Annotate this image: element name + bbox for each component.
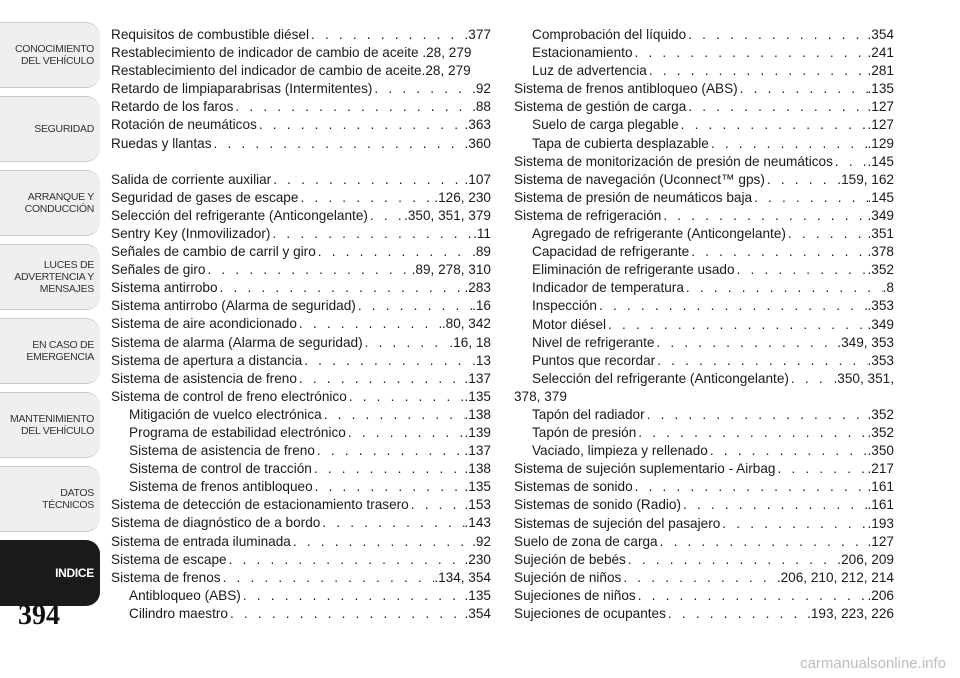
- index-entry-pages: .193, 223, 226: [807, 606, 894, 621]
- index-entry: [514, 533, 894, 551]
- index-entry: [514, 406, 894, 424]
- index-entry-title: Señales de cambio de carril y giro: [111, 244, 316, 260]
- index-entry-pages: .143: [464, 515, 491, 531]
- dot-leader: [227, 551, 465, 569]
- chapter-tabs: [0, 0, 100, 662]
- index-entry: [514, 225, 894, 243]
- index-entry-title: Sujeción de bebés: [514, 551, 626, 567]
- index-entry: [111, 352, 491, 370]
- index-entry: [111, 26, 491, 44]
- index-entry-pages: .377: [464, 27, 491, 42]
- index-entry-title: Sistema de monitorización de presión de neumáticos: [514, 153, 833, 169]
- index-entry-title: Sistemas de sonido (Radio): [514, 497, 681, 513]
- index-entry-pages: .92: [472, 533, 491, 549]
- index-entry-title: Selección del refrigerante (Anticongelante): [111, 207, 368, 223]
- index-entry-title: Sujeción de niños: [514, 569, 622, 585]
- index-entry: [111, 44, 491, 62]
- index-entry-pages: .139: [464, 424, 491, 440]
- index-entry: [514, 424, 894, 442]
- dot-leader: [271, 171, 464, 189]
- dot-leader: [320, 514, 464, 532]
- tab-conocimiento-del-vehiculo[interactable]: [0, 22, 100, 88]
- index-entry: [514, 62, 894, 80]
- index-entry-title: Sistema de frenos antibloqueo (ABS): [514, 81, 738, 97]
- dot-leader: [309, 26, 465, 44]
- index-entry: [111, 605, 491, 623]
- dot-leader: [709, 135, 868, 153]
- tab-label: LUCES DE ADVERTENCIA Y MENSAJES: [14, 259, 94, 295]
- dot-leader: [313, 478, 465, 496]
- index-entry: [514, 116, 894, 134]
- dot-leader: [241, 587, 465, 605]
- tab-label: SEGURIDAD: [34, 123, 94, 135]
- dot-leader: [302, 352, 472, 370]
- index-entry-pages: .349, 353: [837, 334, 894, 350]
- tab-mantenimiento-del-vehiculo[interactable]: [0, 392, 100, 458]
- index-entry-pages: .145: [867, 153, 894, 169]
- index-entry-pages: .241: [867, 45, 894, 61]
- index-entry-pages: .11: [473, 225, 491, 241]
- index-entry-title: Sistemas de sonido: [514, 479, 633, 495]
- index-entry: [111, 225, 491, 243]
- dot-leader: [257, 116, 465, 134]
- index-entry-pages: .161: [867, 497, 894, 513]
- dot-leader: [666, 605, 807, 623]
- index-entry: [111, 62, 491, 80]
- tab-indice[interactable]: [0, 540, 100, 606]
- index-entry-pages: .352: [867, 262, 894, 278]
- index-entry-title: Sistema de aire acondicionado: [111, 316, 297, 332]
- index-entry-title: Salida de corriente auxiliar: [111, 171, 272, 187]
- index-entry: [111, 569, 491, 587]
- index-entry-title: Sujeciones de ocupantes: [514, 606, 666, 621]
- index-entry-title: Sistema de diagnóstico de a bordo: [111, 515, 321, 531]
- index-entry: [514, 442, 894, 460]
- index-entry-title: Tapa de cubierta desplazable: [532, 135, 709, 151]
- tab-label: CONOCIMIENTO DEL VEHÍCULO: [14, 43, 94, 67]
- index-entry-pages: .16, 18: [449, 334, 491, 350]
- index-entry-title: Antibloqueo (ABS): [129, 587, 241, 603]
- dot-leader: [218, 279, 465, 297]
- index-entry-title: Sistema de asistencia de freno: [111, 370, 297, 386]
- dot-leader: [633, 478, 868, 496]
- index-entry: [514, 135, 894, 153]
- dot-leader: [752, 189, 868, 207]
- index-entry-pages: .352: [867, 425, 894, 441]
- index-entry-title: Motor diésel: [532, 316, 607, 332]
- index-entry-title: Sistema antirrobo (Alarma de seguridad): [111, 298, 356, 314]
- index-entry: [111, 207, 491, 225]
- index-entry: [111, 334, 491, 352]
- dot-leader: [372, 80, 472, 98]
- index-entry-title: Retardo de los faros: [111, 99, 234, 115]
- index-entry-title: Sistema de escape: [111, 551, 227, 567]
- index-entry-pages: .137: [464, 443, 491, 459]
- index-entry: [111, 189, 491, 207]
- index-entry-title: Restablecimiento del indicador de cambio de aceite.28, 279: [111, 63, 471, 79]
- index-entry-title: Rotación de neumáticos: [111, 117, 257, 133]
- index-entry: [111, 424, 491, 442]
- index-entry-pages: .354: [464, 605, 491, 621]
- dot-leader: [621, 569, 777, 587]
- index-entry-pages: .350, 351, 379: [404, 207, 491, 223]
- index-entry-pages: .363: [464, 117, 491, 133]
- tab-label: MANTENIMIENTO DEL VEHÍCULO: [10, 413, 94, 437]
- index-entry-title: Ruedas y llantas: [111, 135, 212, 151]
- index-entry-title: Sistema de refrigeración: [514, 207, 662, 223]
- index-entry-title: Cilindro maestro: [129, 605, 228, 621]
- index-entry-title: Capacidad de refrigerante: [532, 244, 690, 260]
- index-entry-pages: .217: [867, 461, 894, 477]
- index-entry-title: Sistema de frenos antibloqueo: [129, 479, 313, 495]
- index-entry-title: Sistema de sujeción suplementario - Airbag: [514, 461, 776, 477]
- dot-leader: [833, 153, 868, 171]
- index-entry: [111, 171, 491, 189]
- index-entry: [111, 533, 491, 551]
- index-column-left: [111, 26, 491, 623]
- dot-leader: [765, 171, 837, 189]
- index-entry-pages: .135: [464, 587, 491, 603]
- index-entry-title: Sistema de asistencia de freno: [129, 443, 315, 459]
- index-entry: [514, 171, 894, 189]
- index-entry-title: Sistema de control de tracción: [129, 461, 312, 477]
- index-entry-title: Requisitos de combustible diésel: [111, 27, 309, 42]
- index-entry-pages: .378: [867, 244, 894, 260]
- index-entry: [514, 80, 894, 98]
- index-entry-pages: .80, 342: [441, 316, 491, 332]
- index-entry-title: Sistema de alarma (Alarma de seguridad): [111, 334, 363, 350]
- dot-leader: [658, 533, 868, 551]
- index-entry-pages: .353: [867, 352, 894, 368]
- index-entry: [514, 316, 894, 334]
- dot-leader: [645, 406, 868, 424]
- index-entry-title: Tapón de presión: [532, 425, 637, 441]
- index-entry-title: Tapón del radiador: [532, 406, 645, 422]
- dot-leader: [312, 460, 465, 478]
- index-entry: [514, 26, 894, 44]
- index-entry: [111, 279, 491, 297]
- dot-leader: [686, 26, 867, 44]
- dot-leader: [346, 424, 465, 442]
- index-entry-title: Comprobación del líquido: [532, 27, 687, 42]
- index-entry: [514, 98, 894, 116]
- index-entry-pages: .161: [867, 479, 894, 495]
- dot-leader: [686, 98, 867, 116]
- index-entry: [111, 135, 491, 153]
- index-entry-title: Programa de estabilidad electrónico: [129, 424, 346, 440]
- index-entry-pages: .13: [472, 352, 491, 368]
- index-entry-pages: .349: [867, 207, 894, 223]
- index-entry: [514, 279, 894, 297]
- dot-leader: [636, 587, 868, 605]
- index-entry-title: Estacionamiento: [532, 45, 633, 61]
- dot-leader: [775, 460, 867, 478]
- index-entry: [514, 153, 894, 171]
- index-entry-title: Sistema de entrada iluminada: [111, 533, 291, 549]
- index-entry-title: Agregado de refrigerante (Anticongelante): [532, 226, 786, 242]
- index-entry-pages: .145: [867, 189, 894, 205]
- dot-leader: [735, 261, 868, 279]
- index-entry: [111, 514, 491, 532]
- index-entry: [514, 243, 894, 261]
- index-entry-pages: .353: [867, 298, 894, 314]
- index-entry-title: Sistema de apertura a distancia: [111, 352, 303, 368]
- dot-leader: [356, 297, 472, 315]
- dot-leader: [298, 189, 434, 207]
- dot-leader: [322, 406, 465, 424]
- index-entry: [514, 334, 894, 352]
- index-entry-title: Suelo de carga plegable: [532, 117, 679, 133]
- index-entry: [514, 587, 894, 605]
- dot-leader: [297, 315, 442, 333]
- index-entry-title: Sistema de frenos: [111, 569, 221, 585]
- index-column-right: [514, 26, 894, 623]
- index-entry-title: Sistema de navegación (Uconnect™ gps): [514, 171, 765, 187]
- index-entry-pages: .206: [867, 587, 894, 603]
- index-entry-title: 378, 379: [514, 388, 567, 404]
- index-entry-title: Sistema antirrobo: [111, 280, 218, 296]
- index-entry: [514, 551, 894, 569]
- dot-leader: [606, 316, 867, 334]
- tab-label: INDICE: [55, 566, 94, 580]
- dot-leader: [205, 261, 411, 279]
- index-entry-pages: .193: [867, 515, 894, 531]
- index-entry: [111, 478, 491, 496]
- dot-leader: [681, 496, 868, 514]
- index-entry-pages: .135: [464, 388, 491, 404]
- index-entry: [111, 116, 491, 134]
- index-entry-title: Inspección: [532, 298, 597, 314]
- index-entry: [111, 460, 491, 478]
- index-entry-title: Eliminación de refrigerante usado: [532, 262, 735, 278]
- index-entry-title: Vaciado, limpieza y rellenado: [532, 443, 708, 459]
- dot-leader: [363, 334, 450, 352]
- index-entry-pages: .89, 278, 310: [411, 262, 491, 278]
- index-entry: [514, 496, 894, 514]
- index-entry-pages: .153: [464, 497, 491, 513]
- index-entry-title: Mitigación de vuelco electrónica: [129, 406, 322, 422]
- index-entry-pages: .360: [464, 135, 491, 151]
- index-entry-pages: .350, 351,: [833, 370, 894, 386]
- dot-leader: [636, 424, 867, 442]
- dot-leader: [368, 207, 404, 225]
- index-entry-pages: .8: [882, 280, 894, 296]
- index-entry-pages: .138: [464, 461, 491, 477]
- index-entry: [514, 352, 894, 370]
- dot-leader: [647, 62, 868, 80]
- dot-leader: [597, 297, 868, 315]
- index-entry: [514, 370, 894, 388]
- watermark: carmanualsonline.info: [800, 655, 946, 672]
- index-entry-pages: .281: [867, 63, 894, 79]
- index-entry-pages: .283: [464, 280, 491, 296]
- dot-leader: [291, 533, 472, 551]
- index-entry: [111, 406, 491, 424]
- dot-leader: [233, 98, 472, 116]
- tab-arranque-y-conduccion[interactable]: [0, 170, 100, 236]
- index-entry-pages: .16: [472, 298, 491, 314]
- index-entry-title: Sistema de gestión de carga: [514, 99, 687, 115]
- index-entry: [111, 442, 491, 460]
- index-entry-pages: .127: [867, 117, 894, 133]
- index-entry: [111, 551, 491, 569]
- tab-luces-de-advertencia[interactable]: [0, 244, 100, 310]
- index-entry-pages: .107: [464, 171, 491, 187]
- dot-leader: [316, 243, 472, 261]
- dot-leader: [708, 442, 868, 460]
- index-entry-pages: .206, 210, 212, 214: [776, 569, 894, 585]
- index-entry: [514, 207, 894, 225]
- dot-leader: [409, 496, 465, 514]
- dot-leader: [679, 116, 868, 134]
- tab-datos-tecnicos[interactable]: [0, 466, 100, 532]
- tab-label: DATOS TÉCNICOS: [42, 487, 94, 511]
- dot-leader: [297, 370, 465, 388]
- index-entry: [514, 460, 894, 478]
- tab-label: ARRANQUE Y CONDUCCIÓN: [24, 191, 94, 215]
- index-entry-pages: .89: [472, 244, 491, 260]
- index-entry-pages: .127: [867, 533, 894, 549]
- index-entry-title: Restablecimiento de indicador de cambio de aceite .28, 279: [111, 45, 472, 61]
- index-entry-title: Suelo de zona de carga: [514, 533, 658, 549]
- dot-leader: [212, 135, 465, 153]
- index-entry-pages: .135: [464, 479, 491, 495]
- index-entry-title: Luz de advertencia: [532, 63, 647, 79]
- dot-leader: [221, 569, 435, 587]
- dot-leader: [786, 225, 868, 243]
- dot-leader: [315, 442, 465, 460]
- dot-leader: [684, 279, 883, 297]
- index-entry-pages: .350: [867, 443, 894, 459]
- tab-seguridad[interactable]: [0, 96, 100, 162]
- index-entry-title: Sistema de control de freno electrónico: [111, 388, 347, 404]
- dot-leader: [720, 515, 867, 533]
- index-entry: [514, 261, 894, 279]
- index-entry: [514, 44, 894, 62]
- index-entry: [111, 496, 491, 514]
- dot-leader: [626, 551, 837, 569]
- dot-leader: [789, 370, 834, 388]
- index-entry-pages: .88: [472, 99, 491, 115]
- index-entry: [514, 189, 894, 207]
- index-entry: [111, 98, 491, 116]
- page-number: 394: [18, 600, 60, 631]
- index-entry: [111, 370, 491, 388]
- index-entry: [514, 605, 894, 623]
- index-entry-title: Seguridad de gases de escape: [111, 189, 299, 205]
- index-entry: [111, 587, 491, 605]
- dot-leader: [738, 80, 868, 98]
- index-entry-pages: .92: [472, 81, 491, 97]
- index-entry-pages: .138: [464, 406, 491, 422]
- tab-en-caso-de-emergencia[interactable]: [0, 318, 100, 384]
- index-entry-pages: .354: [867, 27, 894, 42]
- dot-leader: [228, 605, 465, 623]
- index-entry-pages: .127: [867, 99, 894, 115]
- index-entry: [111, 297, 491, 315]
- index-entry: [514, 478, 894, 496]
- index-entry-title: Nivel de refrigerante: [532, 334, 655, 350]
- index-entry-pages: .349: [867, 316, 894, 332]
- index-entry-pages: .135: [867, 81, 894, 97]
- dot-leader: [270, 225, 473, 243]
- index-entry-pages: .137: [464, 370, 491, 386]
- index-entry-pages: .159, 162: [837, 171, 894, 187]
- index-entry-title: Sistemas de sujeción del pasajero: [514, 515, 721, 531]
- dot-leader: [661, 207, 867, 225]
- index-entry: [111, 80, 491, 98]
- index-entry-title: Sistema de detección de estacionamiento trasero: [111, 497, 409, 513]
- index-entry-title: Sentry Key (Inmovilizador): [111, 225, 271, 241]
- index-entry-title: Sujeciones de niños: [514, 587, 636, 603]
- index-entry: [514, 515, 894, 533]
- index-entry: [514, 388, 894, 406]
- dot-leader: [633, 44, 868, 62]
- index-entry-title: Indicador de temperatura: [532, 280, 684, 296]
- index-entry-title: Sistema de presión de neumáticos baja: [514, 189, 753, 205]
- index-entry-pages: .126, 230: [434, 189, 491, 205]
- index-entry: [111, 388, 491, 406]
- tab-label: EN CASO DE EMERGENCIA: [26, 339, 94, 363]
- index-entry: [111, 261, 491, 279]
- index-entry-pages: .134, 354: [434, 569, 491, 585]
- index-entry: [111, 315, 491, 333]
- index-entry-pages: .129: [867, 135, 894, 151]
- index-entry: [514, 297, 894, 315]
- index-entry-title: Retardo de limpiaparabrisas (Intermitentes): [111, 81, 373, 97]
- index-entry-pages: .230: [464, 551, 491, 567]
- index-entry-title: Selección del refrigerante (Anticongelante): [532, 370, 789, 386]
- index-entry-title: Puntos que recordar: [532, 352, 656, 368]
- dot-leader: [347, 388, 465, 406]
- dot-leader: [689, 243, 867, 261]
- index-entry-pages: .206, 209: [837, 551, 894, 567]
- dot-leader: [654, 334, 837, 352]
- index-entry-title: Señales de giro: [111, 262, 206, 278]
- dot-leader: [655, 352, 867, 370]
- index-entry: [111, 243, 491, 261]
- index-entry-pages: .352: [867, 406, 894, 422]
- index-entry: [514, 569, 894, 587]
- index-entry-pages: .351: [867, 226, 894, 242]
